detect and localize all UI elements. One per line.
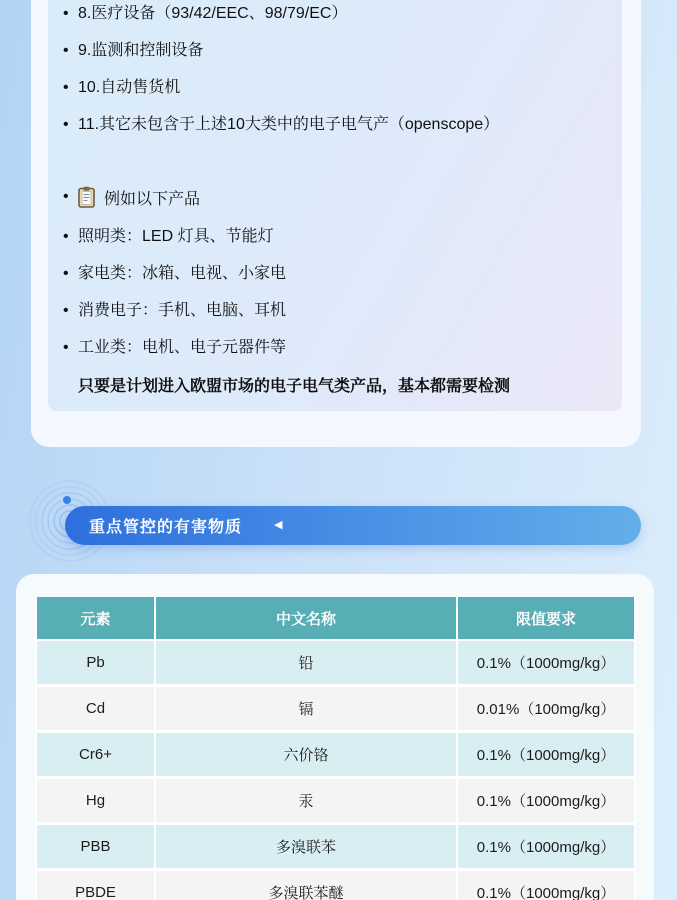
- example-list-item: • 工业类：电机、电子元器件等: [62, 337, 604, 359]
- examples-header-item: [62, 186, 604, 211]
- scope-list-item: • 11.其它未包含于上述10大类中的电子电气产（openscope）: [62, 114, 604, 136]
- substances-table: [35, 597, 636, 900]
- examples-header-label: 例如以下产品: [104, 191, 201, 208]
- scope-list-item: • 9.监测和控制设备: [62, 40, 604, 62]
- table-row: [36, 778, 635, 824]
- section-banner[interactable]: [65, 506, 641, 545]
- table-row: [36, 686, 635, 732]
- table-cell: Hg: [36, 778, 155, 824]
- table-cell: 0.1%（1000mg/kg）: [457, 778, 635, 824]
- table-header-cell: 限值要求: [457, 597, 635, 640]
- example-list-item: • 照明类：LED 灯具、节能灯: [62, 226, 604, 248]
- content-panel: [31, 0, 641, 447]
- note-text: 只要是计划进入欧盟市场的电子电气类产品，基本都需要检测: [78, 378, 511, 395]
- table-cell: 0.1%（1000mg/kg）: [457, 824, 635, 870]
- table-cell: 汞: [155, 778, 457, 824]
- scope-list-item: • 10.自动售货机: [62, 77, 604, 99]
- table-cell: 0.1%（1000mg/kg）: [457, 640, 635, 686]
- scope-list: [62, 3, 604, 136]
- table-cell: Cr6+: [36, 732, 155, 778]
- table-cell: 多溴联苯醚: [155, 870, 457, 900]
- table-header-cell: 元素: [36, 597, 155, 640]
- table-header-cell: 中文名称: [155, 597, 457, 640]
- scope-list-item: • 8.医疗设备（93/42/EEC、98/79/EC）: [62, 3, 604, 25]
- table-header-row: [36, 597, 635, 640]
- left-triangle-icon[interactable]: ◀: [274, 519, 283, 531]
- table-cell: PBDE: [36, 870, 155, 900]
- product-scope-card: [48, 0, 622, 411]
- table-row: [36, 732, 635, 778]
- example-list-item: • 消费电子：手机、电脑、耳机: [62, 300, 604, 322]
- table-cell: 0.01%（100mg/kg）: [457, 686, 635, 732]
- table-cell: Cd: [36, 686, 155, 732]
- examples-list: [62, 186, 604, 359]
- table-cell: PBB: [36, 824, 155, 870]
- table-panel: [16, 574, 654, 900]
- table-row: [36, 824, 635, 870]
- table-cell: Pb: [36, 640, 155, 686]
- table-cell: 铅: [155, 640, 457, 686]
- table-cell: 0.1%（1000mg/kg）: [457, 732, 635, 778]
- table-row: [36, 870, 635, 900]
- table-cell: 0.1%（1000mg/kg）: [457, 870, 635, 900]
- section-banner-title: 重点管控的有害物质: [89, 519, 243, 536]
- table-cell: 多溴联苯: [155, 824, 457, 870]
- example-list-item: • 家电类：冰箱、电视、小家电: [62, 263, 604, 285]
- table-cell: 六价铬: [155, 732, 457, 778]
- table-row: [36, 640, 635, 686]
- clipboard-icon: [78, 186, 95, 208]
- table-cell: 镉: [155, 686, 457, 732]
